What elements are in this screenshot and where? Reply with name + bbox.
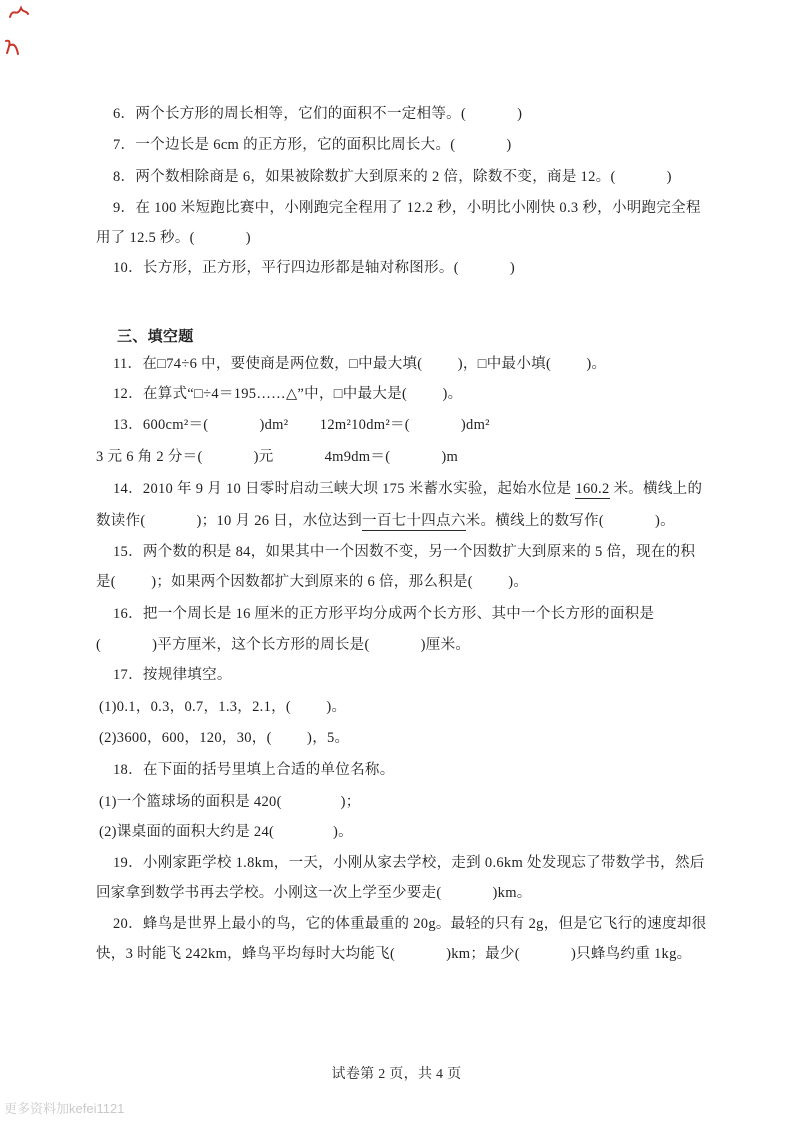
question-12: 12．在算式“□÷4＝195……△”中，□中最大是( )。: [113, 386, 463, 402]
question-9-line-1: 9．在 100 米短跑比赛中，小刚跑完全程用了 12.2 秒，小明比小刚快 0.3 秒，小明跑完全程: [113, 200, 701, 216]
question-17: 17．按规律填空。: [113, 667, 232, 683]
red-scribble-mark-icon: [3, 37, 21, 62]
question-17-subitem-2: (2)3600，600，120，30，( )，5。: [99, 730, 350, 746]
question-7: 7．一个边长是 6cm 的正方形，它的面积比周长大。( ): [113, 137, 512, 153]
question-18-subitem-2: (2)课桌面的面积大约是 24( )。: [99, 824, 353, 840]
question-16-line-2: ( )平方厘米，这个长方形的周长是( )厘米。: [96, 637, 471, 653]
question-6: 6．两个长方形的周长相等，它们的面积不一定相等。( ): [113, 106, 523, 122]
section-heading-fill-in-blanks: 三、填空题: [117, 329, 194, 345]
page-footer: 试卷第 2 页，共 4 页: [331, 1067, 462, 1082]
question-16-line-1: 16．把一个周长是 16 厘米的正方形平均分成两个长方形、其中一个长方形的面积是: [113, 606, 655, 622]
question-10: 10．长方形，正方形，平行四边形都是轴对称图形。( ): [113, 260, 515, 276]
question-14-line-1: [113, 479, 702, 499]
question-20-line-1: 20．蜂鸟是世界上最小的鸟，它的体重最重的 20g。最轻的只有 2g，但是它飞行的速度却很: [113, 916, 707, 932]
underlined-value: 160.2: [575, 481, 610, 497]
underlined-value: 一百七十四点六: [362, 513, 466, 529]
question-19-line-2: 回家拿到数学书再去学校。小刚这一次上学至少要走( )km。: [96, 885, 532, 901]
question-18: 18．在下面的括号里填上合适的单位名称。: [113, 762, 395, 778]
question-14-line-2: [96, 511, 675, 531]
question-19-line-1: 19．小刚家距学校 1.8km，一天，小刚从家去学校，走到 0.6km 处发现忘了带数学书，然后: [113, 855, 705, 871]
question-20-line-2: 快，3 时能飞 242km，蜂鸟平均每时大均能飞( )km；最少( )只蜂鸟约重 1kg。: [96, 946, 692, 962]
question-8: 8．两个数相除商是 6，如果被除数扩大到原来的 2 倍，除数不变，商是 12。( ): [113, 169, 672, 185]
watermark: 更多资料加kefei1121: [4, 1101, 125, 1116]
question-14-text: 米。横线上的数写作( )。: [465, 513, 675, 529]
red-scribble-mark-icon: [8, 4, 30, 27]
question-17-subitem-1: (1)0.1，0.3，0.7，1.3，2.1，( )。: [99, 699, 347, 715]
question-18-subitem-1: (1)一个篮球场的面积是 420( )；: [99, 794, 361, 810]
question-14-text: 数读作( )；10 月 26 日，水位达到: [96, 513, 363, 529]
question-15-line-2: 是( )；如果两个因数都扩大到原来的 6 倍，那么积是( )。: [96, 574, 529, 590]
question-9-line-2: 用了 12.5 秒。( ): [96, 230, 251, 246]
question-15-line-1: 15．两个数的积是 84，如果其中一个因数不变，另一个因数扩大到原来的 5 倍，现在的积: [113, 544, 696, 560]
question-14-text: 米。横线上的: [609, 481, 703, 497]
question-13-line-2: 3 元 6 角 2 分＝( )元 4m9dm＝( )m: [96, 449, 459, 465]
question-14-text: 14．2010 年 9 月 10 日零时启动三峡大坝 175 米蓄水实验，起始水位是: [113, 481, 576, 497]
question-13-line-1: 13．600cm²＝( )dm² 12m²10dm²＝( )dm²: [113, 417, 490, 433]
question-11: 11．在□74÷6 中，要使商是两位数，□中最大填( )，□中最小填( )。: [113, 356, 607, 372]
